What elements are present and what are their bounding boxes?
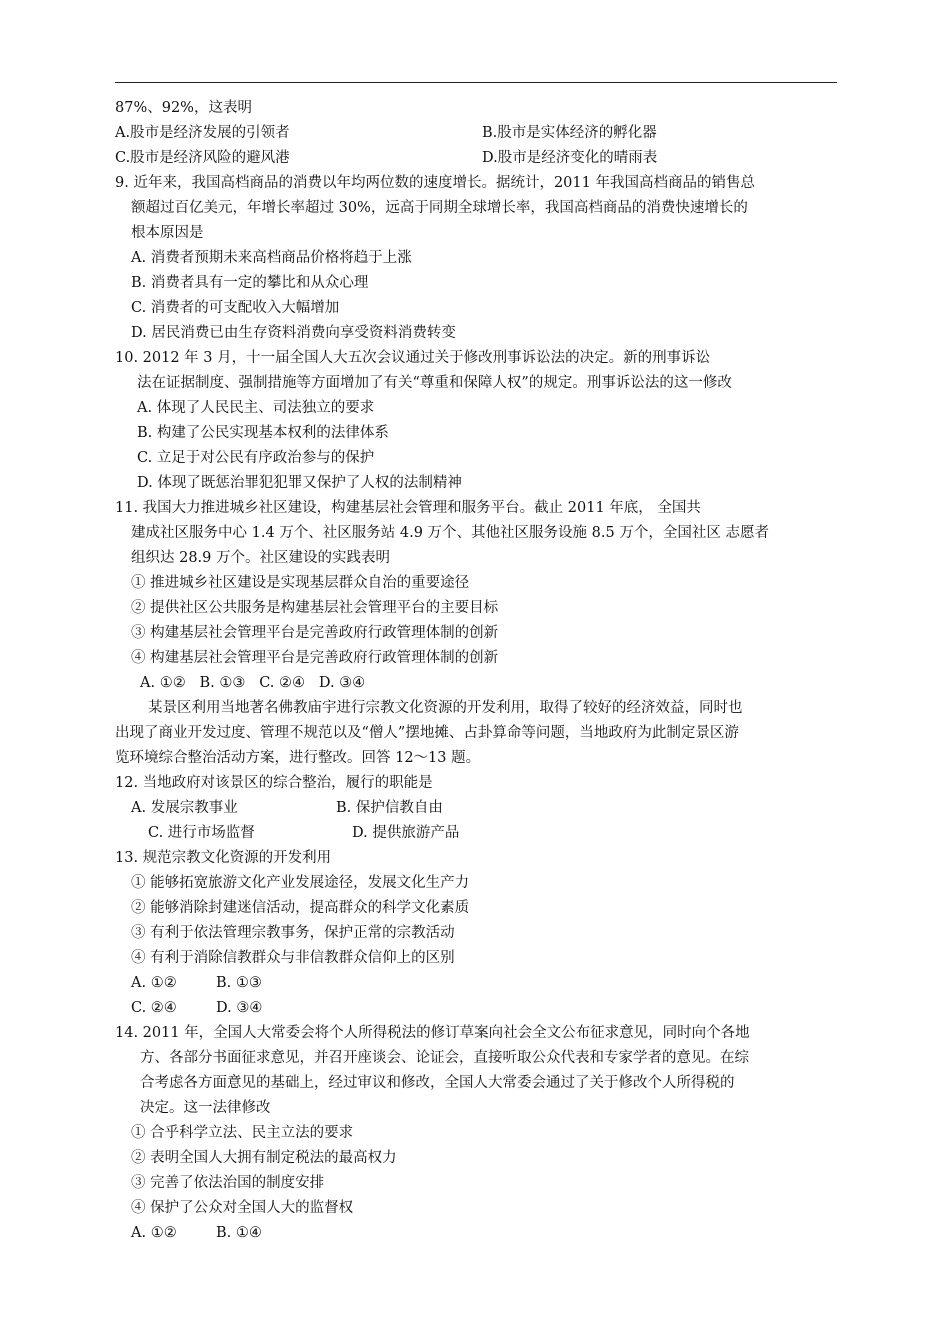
q14-option-b: B. ①④ — [216, 1225, 262, 1241]
q11-item-2: ② 提供社区公共服务是构建基层社会管理平台的主要目标 — [131, 600, 499, 616]
q13-option-c: C. ②④ — [131, 1000, 177, 1016]
q11-options: A. ①② B. ①③ C. ②④ D. ③④ — [140, 675, 366, 691]
q14-item-4: ④ 保护了公众对全国人大的监督权 — [131, 1200, 354, 1216]
q10-stem-line2: 法在证据制度、强制措施等方面增加了有关“尊重和保障人权”的规定。刑事诉讼法的这一修改 — [137, 375, 732, 391]
q11-stem-line1: 11. 我国大力推进城乡社区建设，构建基层社会管理和服务平台。截止 2011 年底， 全国共 — [115, 500, 701, 516]
q9-stem-line2: 额超过百亿美元，年增长率超过 30%，远高于同期全球增长率，我国高档商品的消费快速增长的 — [131, 200, 748, 216]
q13-stem: 13. 规范宗教文化资源的开发利用 — [115, 850, 332, 866]
q14-item-1: ① 合乎科学立法、民主立法的要求 — [131, 1125, 354, 1141]
q10-option-d: D. 体现了既惩治罪犯犯罪又保护了人权的法制精神 — [137, 475, 462, 491]
q14-option-a: A. ①② — [131, 1225, 177, 1241]
q13-option-b: B. ①③ — [216, 975, 262, 991]
q14-item-2: ② 表明全国人大拥有制定税法的最高权力 — [131, 1150, 397, 1166]
q10-option-c: C. 立足于对公民有序政治参与的保护 — [137, 450, 375, 466]
q8-option-d: D.股市是经济变化的晴雨表 — [482, 150, 658, 166]
q8-option-c: C.股市是经济风险的避风港 — [115, 150, 290, 166]
q8-continuation: 87%、92%，这表明 — [115, 100, 252, 116]
q11-stem-line2: 建成社区服务中心 1.4 万个、社区服务站 4.9 万个、其他社区服务设施 8.5 万个，全国社区 志愿者 — [131, 525, 769, 541]
q11-item-1: ① 推进城乡社区建设是实现基层群众自治的重要途径 — [131, 575, 470, 591]
q13-item-4: ④ 有利于消除信教群众与非信教群众信仰上的区别 — [131, 950, 455, 966]
q14-stem-line1: 14. 2011 年，全国人大常委会将个人所得税法的修订草案向社会全文公布征求意见，同时向个各地 — [115, 1025, 750, 1041]
q9-option-b: B. 消费者具有一定的攀比和从众心理 — [131, 275, 369, 291]
q9-option-c: C. 消费者的可支配收入大幅增加 — [131, 300, 340, 316]
q8-option-b: B.股市是实体经济的孵化器 — [482, 125, 657, 141]
q12-option-a: A. 发展宗教事业 — [131, 800, 238, 816]
passage-line3: 览环境综合整治活动方案，进行整改。回答 12～13 题。 — [115, 750, 481, 766]
q9-stem-line1: 9. 近年来，我国高档商品的消费以年均两位数的速度增长。据统计，2011 年我国高档商品的销售总 — [115, 175, 755, 191]
q13-item-2: ② 能够消除封建迷信活动，提高群众的科学文化素质 — [131, 900, 470, 916]
q9-option-d: D. 居民消费已由生存资料消费向享受资料消费转变 — [131, 325, 456, 341]
q8-option-a: A.股市是经济发展的引领者 — [115, 125, 290, 141]
q11-item-3: ③ 构建基层社会管理平台是完善政府行政管理体制的创新 — [131, 625, 499, 641]
q13-item-1: ① 能够拓宽旅游文化产业发展途径，发展文化生产力 — [131, 875, 470, 891]
q9-stem-line3: 根本原因是 — [131, 225, 204, 241]
q11-item-4: ④ 构建基层社会管理平台是完善政府行政管理体制的创新 — [131, 650, 499, 666]
q12-option-c: C. 进行市场监督 — [148, 825, 255, 841]
q12-option-d: D. 提供旅游产品 — [352, 825, 460, 841]
q12-stem: 12. 当地政府对该景区的综合整治，履行的职能是 — [115, 775, 433, 791]
q13-option-d: D. ③④ — [216, 1000, 263, 1016]
q11-stem-line3: 组织达 28.9 万个。社区建设的实践表明 — [131, 550, 391, 566]
q10-option-b: B. 构建了公民实现基本权利的法律体系 — [137, 425, 389, 441]
q10-option-a: A. 体现了人民民主、司法独立的要求 — [137, 400, 375, 416]
q14-item-3: ③ 完善了依法治国的制度安排 — [131, 1175, 325, 1191]
header-rule — [115, 82, 837, 83]
q14-stem-line2: 方、各部分书面征求意见，并召开座谈会、论证会，直接听取公众代表和专家学者的意见。在综 — [140, 1050, 749, 1066]
q12-option-b: B. 保护信教自由 — [336, 800, 443, 816]
q13-item-3: ③ 有利于依法管理宗教事务，保护正常的宗教活动 — [131, 925, 455, 941]
q14-stem-line4: 决定。这一法律修改 — [140, 1100, 271, 1116]
passage-line1: 某景区利用当地著名佛教庙宇进行宗教文化资源的开发利用，取得了较好的经济效益，同时也 — [148, 700, 743, 716]
q9-option-a: A. 消费者预期未来高档商品价格将趋于上涨 — [131, 250, 412, 266]
q14-stem-line3: 合考虑各方面意见的基础上，经过审议和修改，全国人大常委会通过了关于修改个人所得税的 — [140, 1075, 735, 1091]
q10-stem-line1: 10. 2012 年 3 月，十一届全国人大五次会议通过关于修改刑事诉讼法的决定。新的刑事诉讼 — [115, 350, 711, 366]
q13-option-a: A. ①② — [131, 975, 177, 991]
passage-line2: 出现了商业开发过度、管理不规范以及“僧人”摆地摊、占卦算命等问题，当地政府为此制定景区游 — [115, 725, 739, 741]
